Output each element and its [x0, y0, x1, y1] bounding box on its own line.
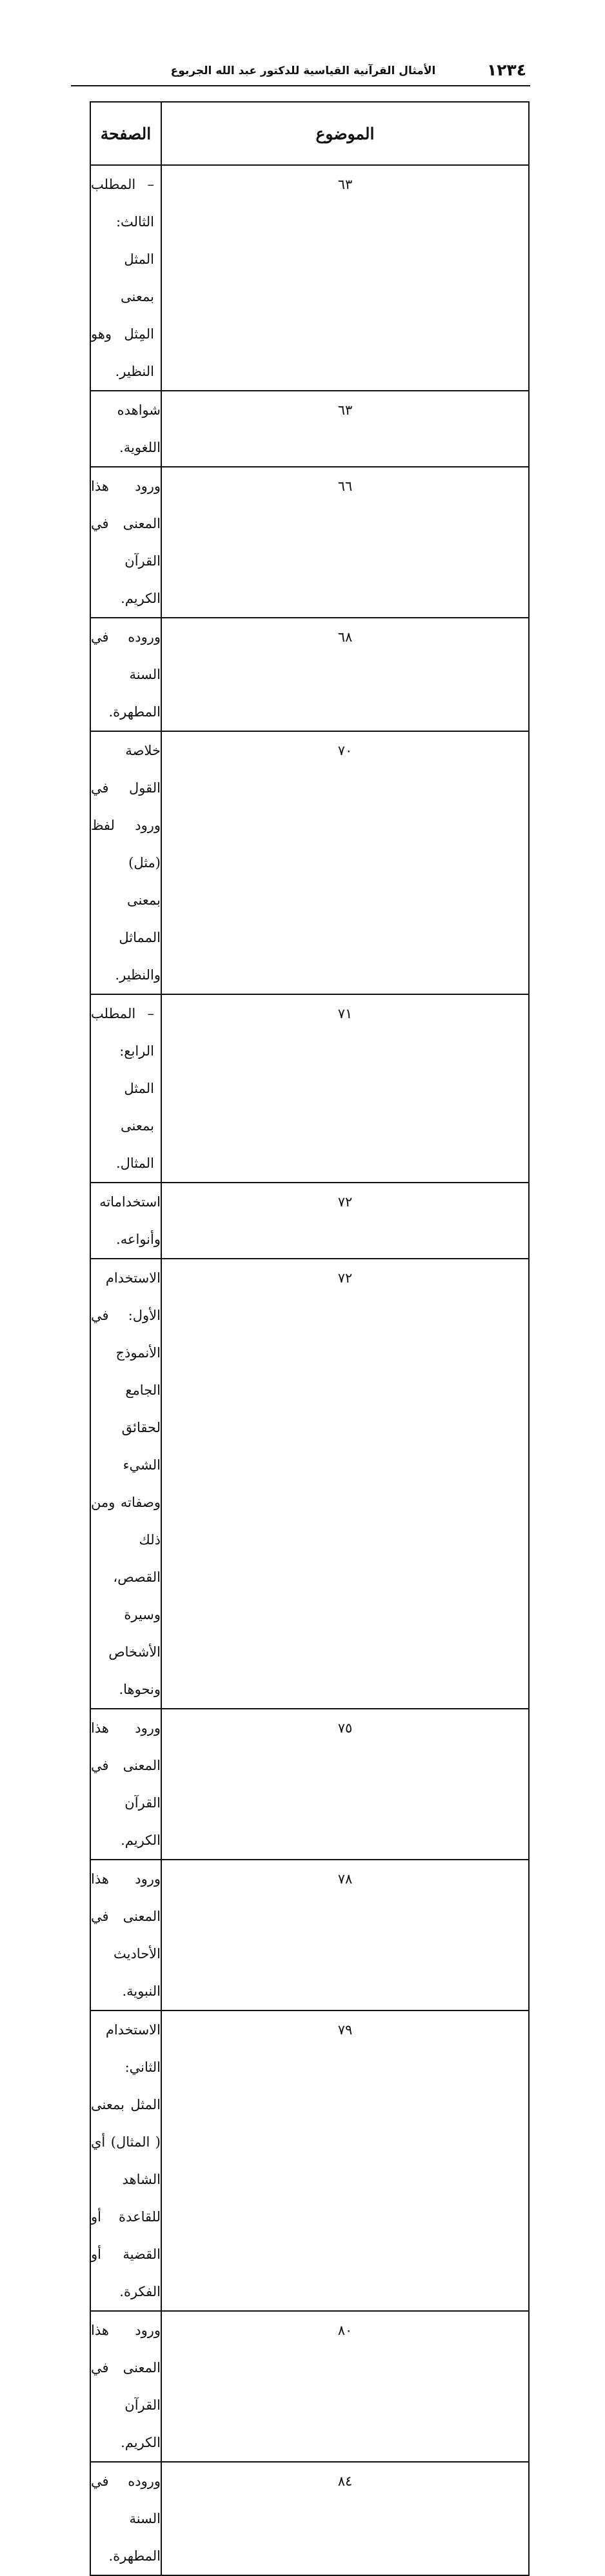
row-topic: ورود هذا المعنى في القرآن الكريم. — [90, 467, 161, 618]
table-row — [90, 2011, 529, 2311]
running-title: الأمثال القرآنية القياسية للدكتور عبد الله الجربوع — [170, 64, 436, 77]
row-page: ٦٦ — [161, 467, 529, 618]
row-topic: ورود هذا المعنى في القرآن الكريم. — [90, 2311, 161, 2462]
table-row — [90, 165, 529, 391]
row-page: ٨٠ — [161, 2311, 529, 2462]
row-topic: ورود هذا المعنى في القرآن الكريم. — [90, 1709, 161, 1860]
row-topic: الاستخدام الأول: في الأنموذج الجامع لحقائق الشيء وصفاته ومن ذلك القصص، وسيرة الأشخاص ونحوها. — [90, 1259, 161, 1709]
page-number: ١٢٣٤ — [486, 61, 526, 79]
row-page: ٧٢ — [161, 1183, 529, 1259]
row-topic: خلاصة القول في ورود لفظ (مثل) بمعنى المماثل والنظير. — [90, 731, 161, 994]
row-topic: وروده في السنة المطهرة. — [90, 2462, 161, 2575]
row-topic: شواهده اللغوية. — [90, 391, 161, 467]
row-page: ٧٩ — [161, 2011, 529, 2311]
row-topic: ورود هذا المعنى في الأحاديث النبوية. — [90, 1860, 161, 2011]
row-topic: استخداماته وأنواعه. — [90, 1183, 161, 1259]
table-row — [90, 467, 529, 618]
table-row — [90, 391, 529, 467]
row-page: ٨٤ — [161, 2462, 529, 2575]
row-page: ٦٣ — [161, 165, 529, 391]
table-row — [90, 618, 529, 731]
table-row — [90, 2462, 529, 2575]
contents-table — [90, 101, 530, 2576]
topic-column-header: الموضوع — [161, 102, 529, 165]
page-column-header: الصفحة — [90, 102, 161, 165]
table-row — [90, 731, 529, 994]
table-row — [90, 1709, 529, 1860]
row-page: ٧٥ — [161, 1709, 529, 1860]
row-page: ٧٠ — [161, 731, 529, 994]
row-page: ٧٢ — [161, 1259, 529, 1709]
row-page: ٧٨ — [161, 1860, 529, 2011]
row-page: ٦٨ — [161, 618, 529, 731]
row-topic: – المطلب الرابع: المثل بمعنى المثال. — [90, 994, 161, 1183]
table-row — [90, 2311, 529, 2462]
row-page: ٧١ — [161, 994, 529, 1183]
table-row — [90, 1183, 529, 1259]
row-topic: وروده في السنة المطهرة. — [90, 618, 161, 731]
row-topic: – المطلب الثالث: المثل بمعنى المِثل وهو النظير. — [90, 165, 161, 391]
table-header-row — [90, 102, 529, 165]
table-row — [90, 1259, 529, 1709]
row-page: ٦٣ — [161, 391, 529, 467]
page-header — [71, 59, 530, 86]
row-topic: الاستخدام الثاني: المثل بمعنى ( المثال) أي الشاهد للقاعدة أو القضية أو الفكرة. — [90, 2011, 161, 2311]
table-row — [90, 1860, 529, 2011]
table-row — [90, 994, 529, 1183]
